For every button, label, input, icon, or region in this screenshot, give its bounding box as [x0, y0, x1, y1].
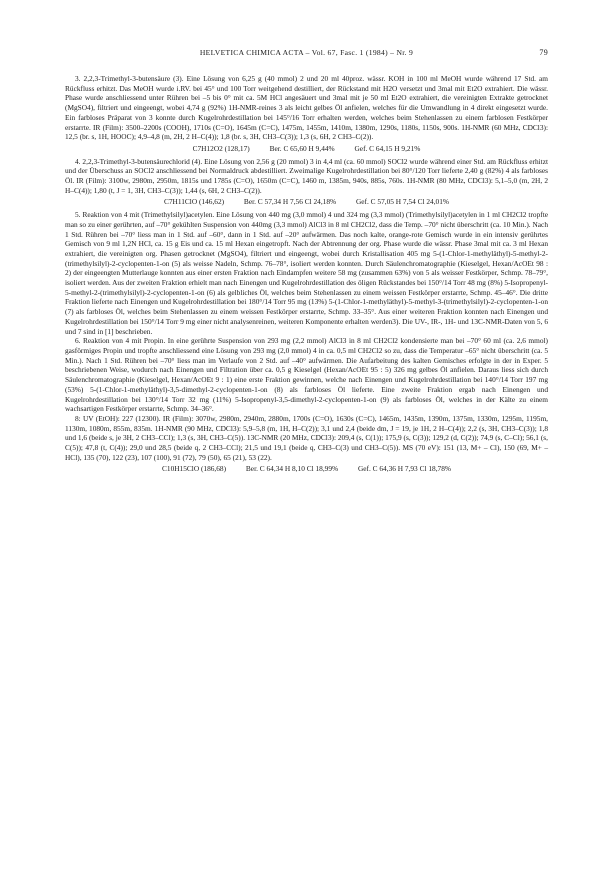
paragraph-compound-8-data: 8: UV (EtOH): 227 (12300). IR (Film): 3070w, 2980m, 2940m, 2880m, 1700s (C=O), 1630s (C=C), 1465m, 1435m, 1390m, 1375m, 1330m, 1295m, 1195m, 1130m, 1080m, 855m, 835m. 1H-NMR (90 MHz, CDCl3): 5,9–5,8 (m, 1H, H–C(2)); 3,1 und 2,4 (beide dm, J = 19, je 1H, 2 H–C(4)); 2,2 (s, 3H, CH3–C(3)); 1,8 und 1,6 (beide s, je 3H, 2 CH3–CCl); 1,3 (s, 3H, CH3–C(5)). 13C-NMR (20 MHz, CDCl3): 209,4 (s, C(1)); 175,9 (s, C(3)); 129,2 (d, C(2)); 74,9 (s, C–Cl); 56,1 (s, C(5)); 47,8 (t, C(4)); 29,0 und 28,5 (beide q, 2 CH3–CCl); 21,5 und 19,1 (beide q, CH3–C(3) und CH3–C(5)). MS (70 eV): 151 (13, M+ – Cl), 150 (69, M+ – HCl), 135 (70), 122 (23), 107 (100), 91 (72), 79 (50), 65 (21), 53 (22).	[65, 413, 548, 462]
document-page	[65, 48, 548, 477]
page-number: 79	[539, 48, 548, 57]
elemental-analysis-3	[65, 144, 548, 154]
running-header	[65, 48, 548, 62]
paragraph-experiment-6: 6. Reaktion von 4 mit Propin. In eine gerührte Suspension von 293 mg (2,2 mmol) AlCl3 in 8 ml CH2Cl2 kondensierte man bei –70° 60 ml (ca. 2,6 mmol) gasförmiges Propin und tropfte anschliessend eine Lösung von 293 mg (2,0 mmol) 4 in ca. 0,5 ml CH2Cl2 so zu, dass die Temperatur –65° nicht überschritt (ca. 5 Min.). Nach 1 Std. Rühren bei –70° liess man im Verlaufe von 2 Std. auf –40° aufwärmen. Die Aufarbeitung des kalten Gemisches erfolgte in der in Exper. 5 beschriebenen Weise, wodurch nach Einengen und Filtration über ca. 0,5 g Kieselgel (Hexan/AcOEt 95 : 5) 326 mg gelbes Öl anfielen. Daraus liess sich durch Säulenchromatographie (Kieselgel, Hexan/AcOEt 9 : 1) eine erste Fraktion gewinnen, welche nach Einengen und Kugelrohrdestillation bei 140°/14 Torr 197 mg (53%) 5-(1-Chlor-1-methyläthyl)-3,5-dimethyl-2-cyclopenten-1-on (8) als farbloses Öl lieferte. Eine zweite Fraktion ergab nach Einengen und Kugelrohrdestillation bei 130°/14 Torr 32 mg (11%) 5-Isopropenyl-3,5-dimethyl-2-cyclopenten-1-on (9) als farbloses Öl, welches in der Kälte zu einem wachsartigen Festkörper erstarrte, Schmp. 34–36°.	[65, 336, 548, 414]
elemental-analysis-4	[65, 197, 548, 207]
calculated-values: Ber. C 57,34 H 7,56 Cl 24,18%	[243, 197, 337, 207]
paragraph-experiment-5: 5. Reaktion von 4 mit (Trimethylsilyl)acetylen. Eine Lösung von 440 mg (3,0 mmol) 4 und 324 mg (3,3 mmol) (Trimethylsilyl)acetylen in 1 ml CH2Cl2 tropfte man so zu einer gerührten, auf –70° gekühlten Suspension von 440mg (3,3 mmol) AlCl3 in 8 ml CH2Cl2, dass die Temp. –70° nicht überschritt (ca. 10 Min.). Nach 1 Std. Rühren bei –70° liess man in 1 Std. auf –60°, dann in 1 Std. auf –20° aufwärmen. Das noch kalte, orange-rote Gemisch wurde in ein intensiv gerührtes Gemisch von 9 ml 1,2N HCl, ca. 15 g Eis und ca. 15 ml Hexan eingetropft. Nach der Abtrennung der org. Phase wurde die wässr. Phase 3mal mit ca. 3 ml Hexan extrahiert, die vereinigten org. Phasen getrocknet (MgSO4), filtriert und eingeengt, wobei durch Kristallisation 405 mg 5-(1-Chlor-1-methyläthyl)-5-methyl-2-(trimethylsilyl)-2-cyclopenten-1-on (5) als weisse Nadeln, Schmp. 76–78°, isoliert werden konnten. Durch Säulenchromatographie (Kieselgel, Hexan/AcOEt 98 : 2) der eingeengten Mutterlauge konnten aus einer ersten Fraktion nach Eindampfen weitere 58 mg (zusammen 63%) von 5 als weisser Festkörper, Schmp. 78–79°, isoliert werden. Aus der zweiten Fraktion erhielt man nach Einengen und Kugelrohrdestillation des öligen Rückstandes bei 150°/14 Torr 48 mg (8%) 5-Isopropenyl-5-methyl-2-(trimethylsilyl)-2-cyclopenten-1-on (6) als gelbliches Öl, welches beim Stehenlassen zu einem weissen Festkörper erstarrte, Schmp. 45–46°. Die dritte Fraktion lieferte nach Einengen und Kugelrohrdestillation bei 180°/14 Torr 95 mg (13%) 5-(1-Chlor-1-methyläthyl)-5-methyl-3-(trimethylsilyl)-2-cyclopenten-1-on (7) als farbloses Öl, welches beim Stehenlassen zu einem weissen Festkörper erstarrte, Schmp. 33–35°. Aus einer weiteren Fraktion konnten nach Einengen und Kugelrohrdestillation bei 150°/14 Torr 9 mg einer nicht analysenreinen, weiteren Komponente erhalten werden3). Die UV-, IR-, 1H- und 13C-NMR-Daten von 5, 6 und 7 sind in [1] beschrieben.	[65, 210, 548, 336]
formula: C7H12O2 (128,17)	[192, 143, 250, 153]
paragraph-experiment-4: 4. 2,2,3-Trimethyl-3-butensäurechlorid (4). Eine Lösung von 2,56 g (20 mmol) 3 in 4,4 ml (ca. 60 mmol) SOCl2 wurde während einer Std. am Rückfluss erhitzt und der Überschuss an SOCl2 anschliessend bei Normaldruck abdestilliert. Zweimalige Kugelrohrdestillation bei 80°/120 Torr lieferte 2,40 g (82%) 4 als farbloses Öl. IR (Film): 3100w, 2980m, 2950m, 1815s und 1785s (C=O), 1650m (C=C), 1460 m, 1385m, 940s, 885s, 760s. 1H-NMR (80 MHz, CDCl3): 5,1–5,0 (m, 2H, 2 H–C(4)); 1,80 (t, J = 1, 3H, CH3–C(3)); 1,44 (s, 6H, 2 CH3–C(2)).	[65, 156, 548, 195]
journal-title: HELVETICA CHIMICA ACTA – Vol. 67, Fasc. 1 (1984) – Nr. 9	[199, 48, 414, 57]
calculated-values: Ber. C 64,34 H 8,10 Cl 18,99%	[245, 464, 339, 474]
calculated-values: Ber. C 65,60 H 9,44%	[269, 143, 335, 153]
document-body	[65, 74, 548, 474]
paragraph-experiment-3: 3. 2,2,3-Trimethyl-3-butensäure (3). Eine Lösung von 6,25 g (40 mmol) 2 und 20 ml 40proz. wässr. KOH in 100 ml MeOH wurde während 17 Std. am Rückfluss erhitzt. Das MeOH wurde i.RV. bei 45° und 100 Torr weitgehend destilliert, der Rückstand mit H2O versetzt und 3mal mit Et2O extrahiert. Die wässr. Phase wurde anschliessend unter Rühren bei –5 bis 0° mit ca. 5M HCl angesäuert und 3mal mit je 50 ml Et2O extrahiert, die vereinigten Extrakte getrocknet (MgSO4), filtriert und eingeengt, wobei 4,74 g (92%) 1H-NMR-reines 3 als leicht gelbes Öl anfielen, welches für die Umwandlung in 4 direkt eingesetzt wurde. Ein farbloses Präparat von 3 konnte durch Kugelrohrdestillation bei 145°/16 Torr erhalten werden, welches beim Stehenlassen zu einem farblosen Festkörper erstarrte. IR (Film): 3500–2200s (COOH), 1710s (C=O), 1645m (C=C), 1475m, 1455m, 1410m, 1380m, 1290s, 1180s, 1150s, 900s. 1H-NMR (60 MHz, CDCl3): 12,5 (br. s, 1H, HOOC); 4,9–4,8 (m, 2H, 2 H–C(4)); 1,8 (br. s, 3H, CH3–C(3)); 1,3 (s, 6H, 2 CH3–C(2)).	[65, 74, 548, 142]
found-values: Gef. C 57,05 H 7,54 Cl 24,01%	[355, 197, 450, 207]
formula: C10H15ClO (186,68)	[162, 464, 227, 474]
found-values: Gef. C 64,15 H 9,21%	[354, 143, 421, 153]
formula: C7H11ClO (146,62)	[163, 197, 225, 207]
elemental-analysis-8	[65, 464, 548, 474]
found-values: Gef. C 64,36 H 7,93 Cl 18,78%	[357, 464, 451, 474]
